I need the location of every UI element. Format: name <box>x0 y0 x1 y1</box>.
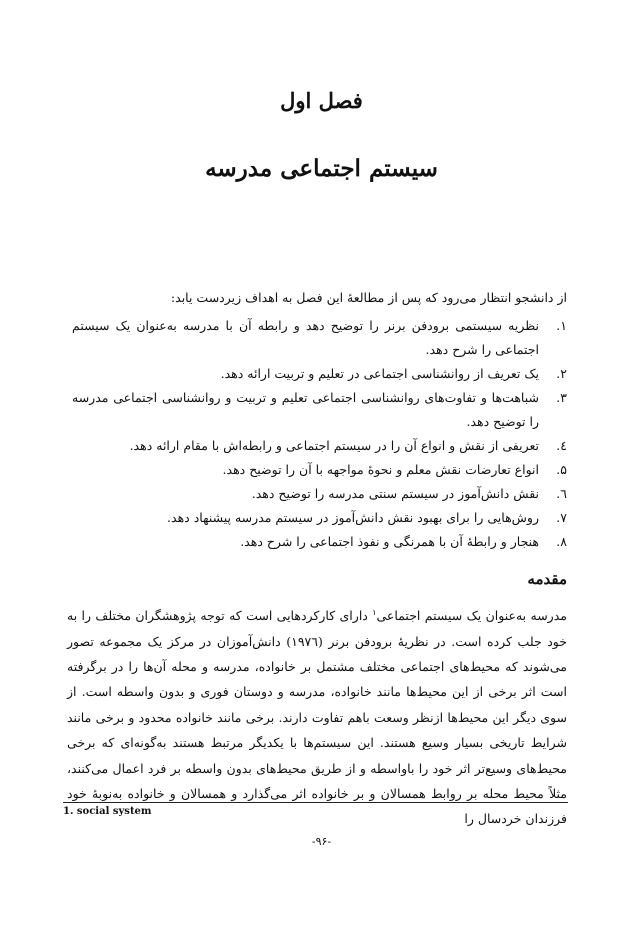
objective-number: ٦. <box>556 486 567 501</box>
objectives-list <box>72 314 567 554</box>
chapter-label: فصل اول <box>280 88 363 113</box>
objective-text: تعریفی از نقش و انواع آن را در سیستم اجتماعی و رابطه‌اش با مقام ارائه دهد. <box>129 438 539 453</box>
objective-number: ۵. <box>556 462 567 477</box>
objective-text: انواع تعارضات نقش معلم و نحوهٔ مواجهه با آن را توضیح دهد. <box>222 462 539 477</box>
objectives-intro: از دانشجو انتظار می‌رود که پس از مطالعهٔ این فصل به اهداف زیردست یابد: <box>170 290 567 305</box>
page-number: -۹۶- <box>311 835 332 848</box>
footnote: 1. social system <box>63 806 152 817</box>
objective-text: نقش دانش‌آموز در سیستم سنتی مدرسه را توضیح دهد. <box>251 486 539 501</box>
objective-item <box>72 386 567 434</box>
objective-text: هنجار و رابطهٔ آن با همرنگی و نفوذ اجتماعی را شرح دهد. <box>240 534 539 549</box>
objective-number: ۲. <box>556 366 567 381</box>
body-text-part: مدرسه به‌عنوان یک سیستم اجتماعی <box>376 608 567 624</box>
objective-number: ۷. <box>556 510 567 525</box>
chapter-title: سیستم اجتماعی مدرسه <box>205 155 438 182</box>
body-text-part: دارای کارکردهایی است که توجه پژوهشگران مختلف را به خود جلب کرده است. در نظریهٔ برودفن برنر (۱۹۷٦) دانش‌آموزان در مرکز یک مجموعه تصور می‌شوند که محیط‌های اجتماعی مختلف مشتمل بر خانواده، مدرسه و محله آن‌ها را در برگرفته است اثر برخی از این محیط‌ها مانند خانواده، مدرسه و دوستان فوری و بدون واسطه است. از سوی دیگر این محیط‌ها ازنظر وسعت باهم تفاوت دارند. برخی مانند خانواده محدود و برخی مانند شرایط تاریخی بسیار وسیع هستند. این سیستم‌ها با یکدیگر مرتبط هستند به‌گونه‌ای که برخی محیط‌های وسیع‌تر اثر خود را باواسطه و از طریق محیط‌های بدون واسطه بر فرد اعمال می‌کنند، مثلاً محیط محله بر روابط همسالان و بر خانواده اثر می‌گذارد و همسالان و خانواده به‌نوبهٔ خود فرزندان خردسال را <box>67 608 567 827</box>
objective-number: ۳. <box>556 390 567 405</box>
section-heading: مقدمه <box>527 570 567 588</box>
objective-item <box>72 362 567 386</box>
objective-text: نظریه سیستمی برودفن برنر را توضیح دهد و رابطه آن با مدرسه به‌عنوان یک سیستم اجتماعی را شرح دهد. <box>72 318 539 357</box>
objective-number: ٤. <box>556 438 567 453</box>
objective-text: یک تعریف از روانشناسی اجتماعی در تعلیم و تربیت ارائه دهد. <box>220 366 539 381</box>
objective-number: ۸. <box>556 534 567 549</box>
footnote-reference: ۱ <box>372 608 377 617</box>
objective-text: روش‌هایی را برای بهبود نقش دانش‌آموز در سیستم مدرسه پیشنهاد دهد. <box>167 510 539 525</box>
objective-item <box>72 434 567 458</box>
objective-text: شباهت‌ها و تفاوت‌های روانشناسی اجتماعی تعلیم و تربیت و روانشناسی اجتماعی مدرسه را توضیح دهد. <box>72 390 539 429</box>
objective-item <box>72 482 567 506</box>
body-paragraph <box>67 600 567 832</box>
objective-item <box>72 314 567 362</box>
objective-number: ۱. <box>556 318 567 333</box>
objective-item <box>72 506 567 530</box>
objective-item <box>72 458 567 482</box>
objective-item <box>72 530 567 554</box>
footnote-divider <box>63 802 568 803</box>
